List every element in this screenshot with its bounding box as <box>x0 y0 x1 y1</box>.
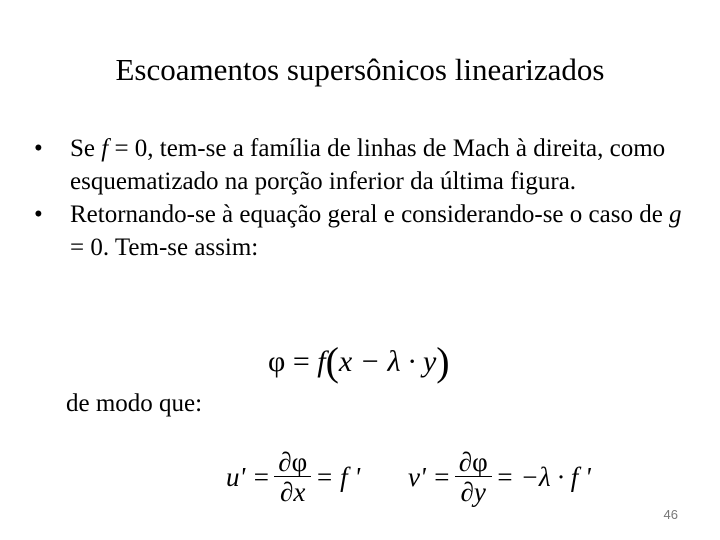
bullet-text: = 0, tem-se a família de linhas de Mach à direita, como esquematizado na porção inferior da última figura. <box>70 135 666 195</box>
formula-phi-fn: f <box>317 345 326 378</box>
bullet-text: = 0. Tem-se assim: <box>70 234 259 261</box>
formula-phi-eq: = <box>292 345 310 378</box>
formula-phi-arg: x − λ · y <box>338 345 437 378</box>
bullet-list <box>30 132 690 264</box>
bullet-item-2 <box>30 198 690 264</box>
formula-v <box>408 448 591 507</box>
formula-phi-close: ) <box>436 339 450 384</box>
formula-phi <box>268 338 450 385</box>
bullet-item-1 <box>30 132 690 198</box>
bullet-marker: • <box>34 135 43 162</box>
formula-phi-open: ( <box>325 339 339 384</box>
bullet-text: Se <box>70 135 102 162</box>
formula-v-denominator: ∂y <box>460 477 486 507</box>
bullet-marker: • <box>34 201 43 228</box>
slide-title: Escoamentos supersônicos linearizados <box>115 52 605 87</box>
bullet-math-var: f <box>101 135 109 162</box>
formula-v-rhs: = −λ · f ' <box>495 462 591 492</box>
connector-text: de modo que: <box>66 390 203 417</box>
formula-phi-lhs: φ <box>268 345 286 378</box>
formula-v-numerator: ∂φ <box>455 448 492 477</box>
formula-u-rhs: = f ' <box>315 462 361 492</box>
formula-u-denominator: ∂x <box>280 477 306 507</box>
formula-u <box>226 448 360 507</box>
page-number: 46 <box>663 507 678 522</box>
formula-u-lhs: u' = <box>226 462 271 492</box>
bullet-math-var: g <box>669 201 682 228</box>
bullet-text: Retornando-se à equação geral e considerando-se o caso de <box>70 201 670 228</box>
formula-u-numerator: ∂φ <box>274 448 311 477</box>
formula-v-lhs: v' = <box>408 462 451 492</box>
formula-v-fraction <box>455 448 492 507</box>
formula-u-fraction <box>274 448 311 507</box>
